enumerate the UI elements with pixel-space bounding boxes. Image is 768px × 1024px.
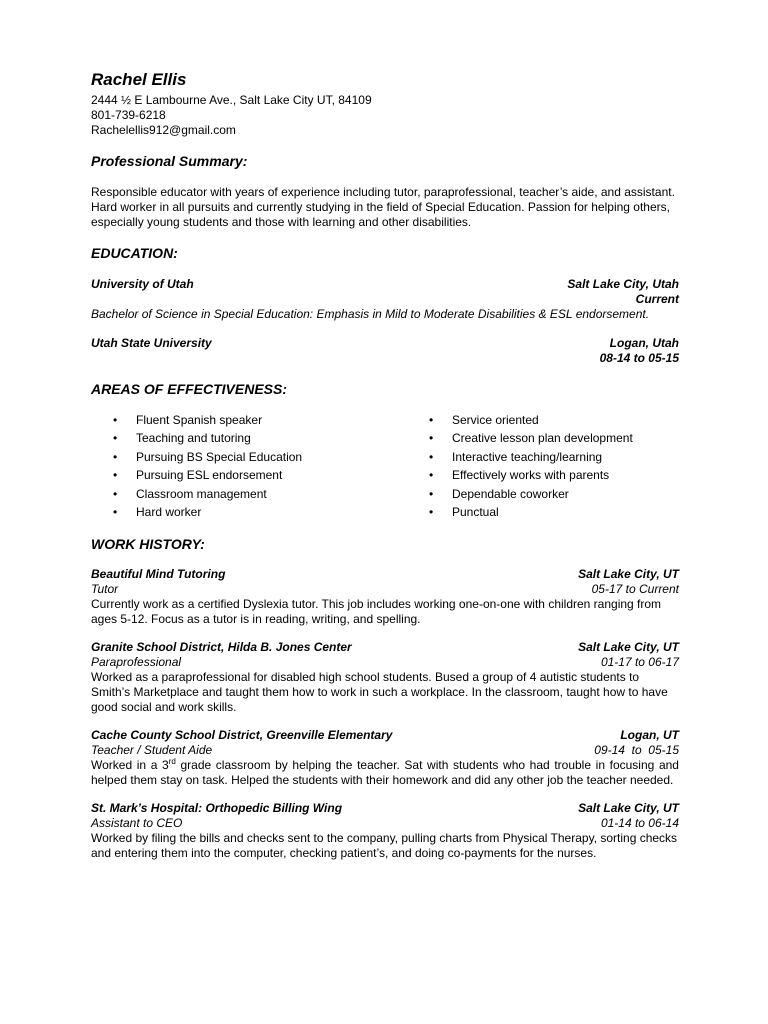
summary-heading: Professional Summary: [91,153,248,169]
job-entry [91,640,679,715]
bullet-icon: • [429,431,434,446]
list-item: • Fluent Spanish speaker [91,411,407,429]
job-dates: 01-17 to 06-17 [600,655,679,670]
address: 2444 ½ E Lambourne Ave., Salt Lake City UT, 84109 [91,93,372,107]
bullet-icon: • [113,505,118,520]
job-location: Salt Lake City, UT [578,801,679,816]
job-list [91,567,679,861]
list-item: • Classroom management [91,485,407,503]
list-item: • Creative lesson plan development [407,429,633,447]
summary-section [91,152,679,230]
school-location: Salt Lake City, Utah [567,277,679,291]
areas-list [91,411,679,521]
school-dates: Current [635,292,679,306]
bullet-icon: • [113,486,118,501]
job-description: Worked by filing the bills and checks sent to the company, pulling charts from Physical Therapy, sorting checks and entering them into the computer, checking patient’s, and doing co-payments for the nurses. [91,831,678,861]
list-item: • Service oriented [407,411,633,429]
candidate-name: Rachel Ellis [91,70,187,89]
areas-left-column [91,411,407,521]
bullet-icon: • [113,413,118,427]
job-entry [91,728,679,788]
school-degree: Bachelor of Science in Special Education: Emphasis in Mild to Moderate Disabilities & ESL endorsement. [91,307,650,321]
bullet-icon: • [429,468,434,483]
bullet-icon: • [429,505,434,520]
job-employer: Cache County School District, Greenville Elementary [91,728,393,743]
education-entry [91,277,679,322]
job-dates: 01-14 to 06-14 [600,816,679,831]
school-name: University of Utah [91,277,194,291]
school-name: Utah State University [91,336,212,350]
bullet-icon: • [113,449,118,464]
bullet-icon: • [113,431,118,446]
list-item: • Teaching and tutoring [91,429,407,447]
bullet-icon: • [113,468,118,483]
email: Rachelellis912@gmail.com [91,123,236,137]
education-list [91,277,679,366]
job-dates: 05-17 to Current [591,582,679,597]
job-dates: 09-14 to 05-15 [594,743,679,758]
job-entry [91,567,679,627]
list-item: • Pursuing ESL endorsement [91,466,407,484]
job-description: Currently work as a certified Dyslexia tutor. This job includes working one-on-one with children ranging from ages 5-12. Focus as a tutor is in reading, writing, and spelling. [91,597,662,627]
work-heading: WORK HISTORY: [91,536,205,553]
resume-header [91,70,679,138]
work-section [91,535,679,861]
bullet-icon: • [429,413,434,427]
areas-heading: AREAS OF EFFECTIVENESS: [91,381,288,397]
job-description: Worked as a paraprofessional for disabled high school students. Bused a group of 4 autistic students to Smith’s Marketplace and taught them how to work in such a workplace. In the classroom, taught how to have good social and work skills. [91,670,668,715]
education-entry [91,336,679,366]
list-item: • Effectively works with parents [407,466,633,484]
areas-section [91,380,679,521]
list-item: • Punctual [407,503,633,521]
education-section [91,244,679,366]
list-item: • Dependable coworker [407,485,633,503]
bullet-icon: • [429,449,434,464]
job-title: Assistant to CEO [91,816,183,831]
job-entry [91,801,679,861]
education-heading: EDUCATION: [91,245,178,261]
job-location: Logan, UT [620,728,679,743]
summary-text: Responsible educator with years of experience including tutor, paraprofessional, teacher’s aide, and assistant. Hard worker in all pursuits and currently studying in the field of Special Education. Passion for helping others, especially young students and those with learning and other disabilities. [91,185,675,229]
job-location: Salt Lake City, UT [578,567,679,582]
list-item: • Hard worker [91,503,407,521]
job-employer: St. Mark’s Hospital: Orthopedic Billing Wing [91,801,343,816]
list-item: • Pursuing BS Special Education [91,448,407,466]
job-title: Tutor [91,582,119,597]
list-item: • Interactive teaching/learning [407,448,633,466]
job-employer: Granite School District, Hilda B. Jones Center [91,640,352,655]
school-location: Logan, Utah [609,336,679,350]
school-dates: 08-14 to 05-15 [599,351,679,365]
phone: 801-739-6218 [91,108,166,122]
job-location: Salt Lake City, UT [578,640,679,655]
areas-right-column [407,411,633,521]
bullet-icon: • [429,486,434,501]
job-employer: Beautiful Mind Tutoring [91,567,226,582]
job-title: Teacher / Student Aide [91,743,213,758]
resume-content [91,70,679,861]
job-title: Paraprofessional [91,655,182,670]
job-description: Worked in a 3rd grade classroom by helping the teacher. Sat with students who had trouble in focusing and helped them stay on task. Helped the students with their homework and did any other job the teacher needed. [91,757,679,788]
